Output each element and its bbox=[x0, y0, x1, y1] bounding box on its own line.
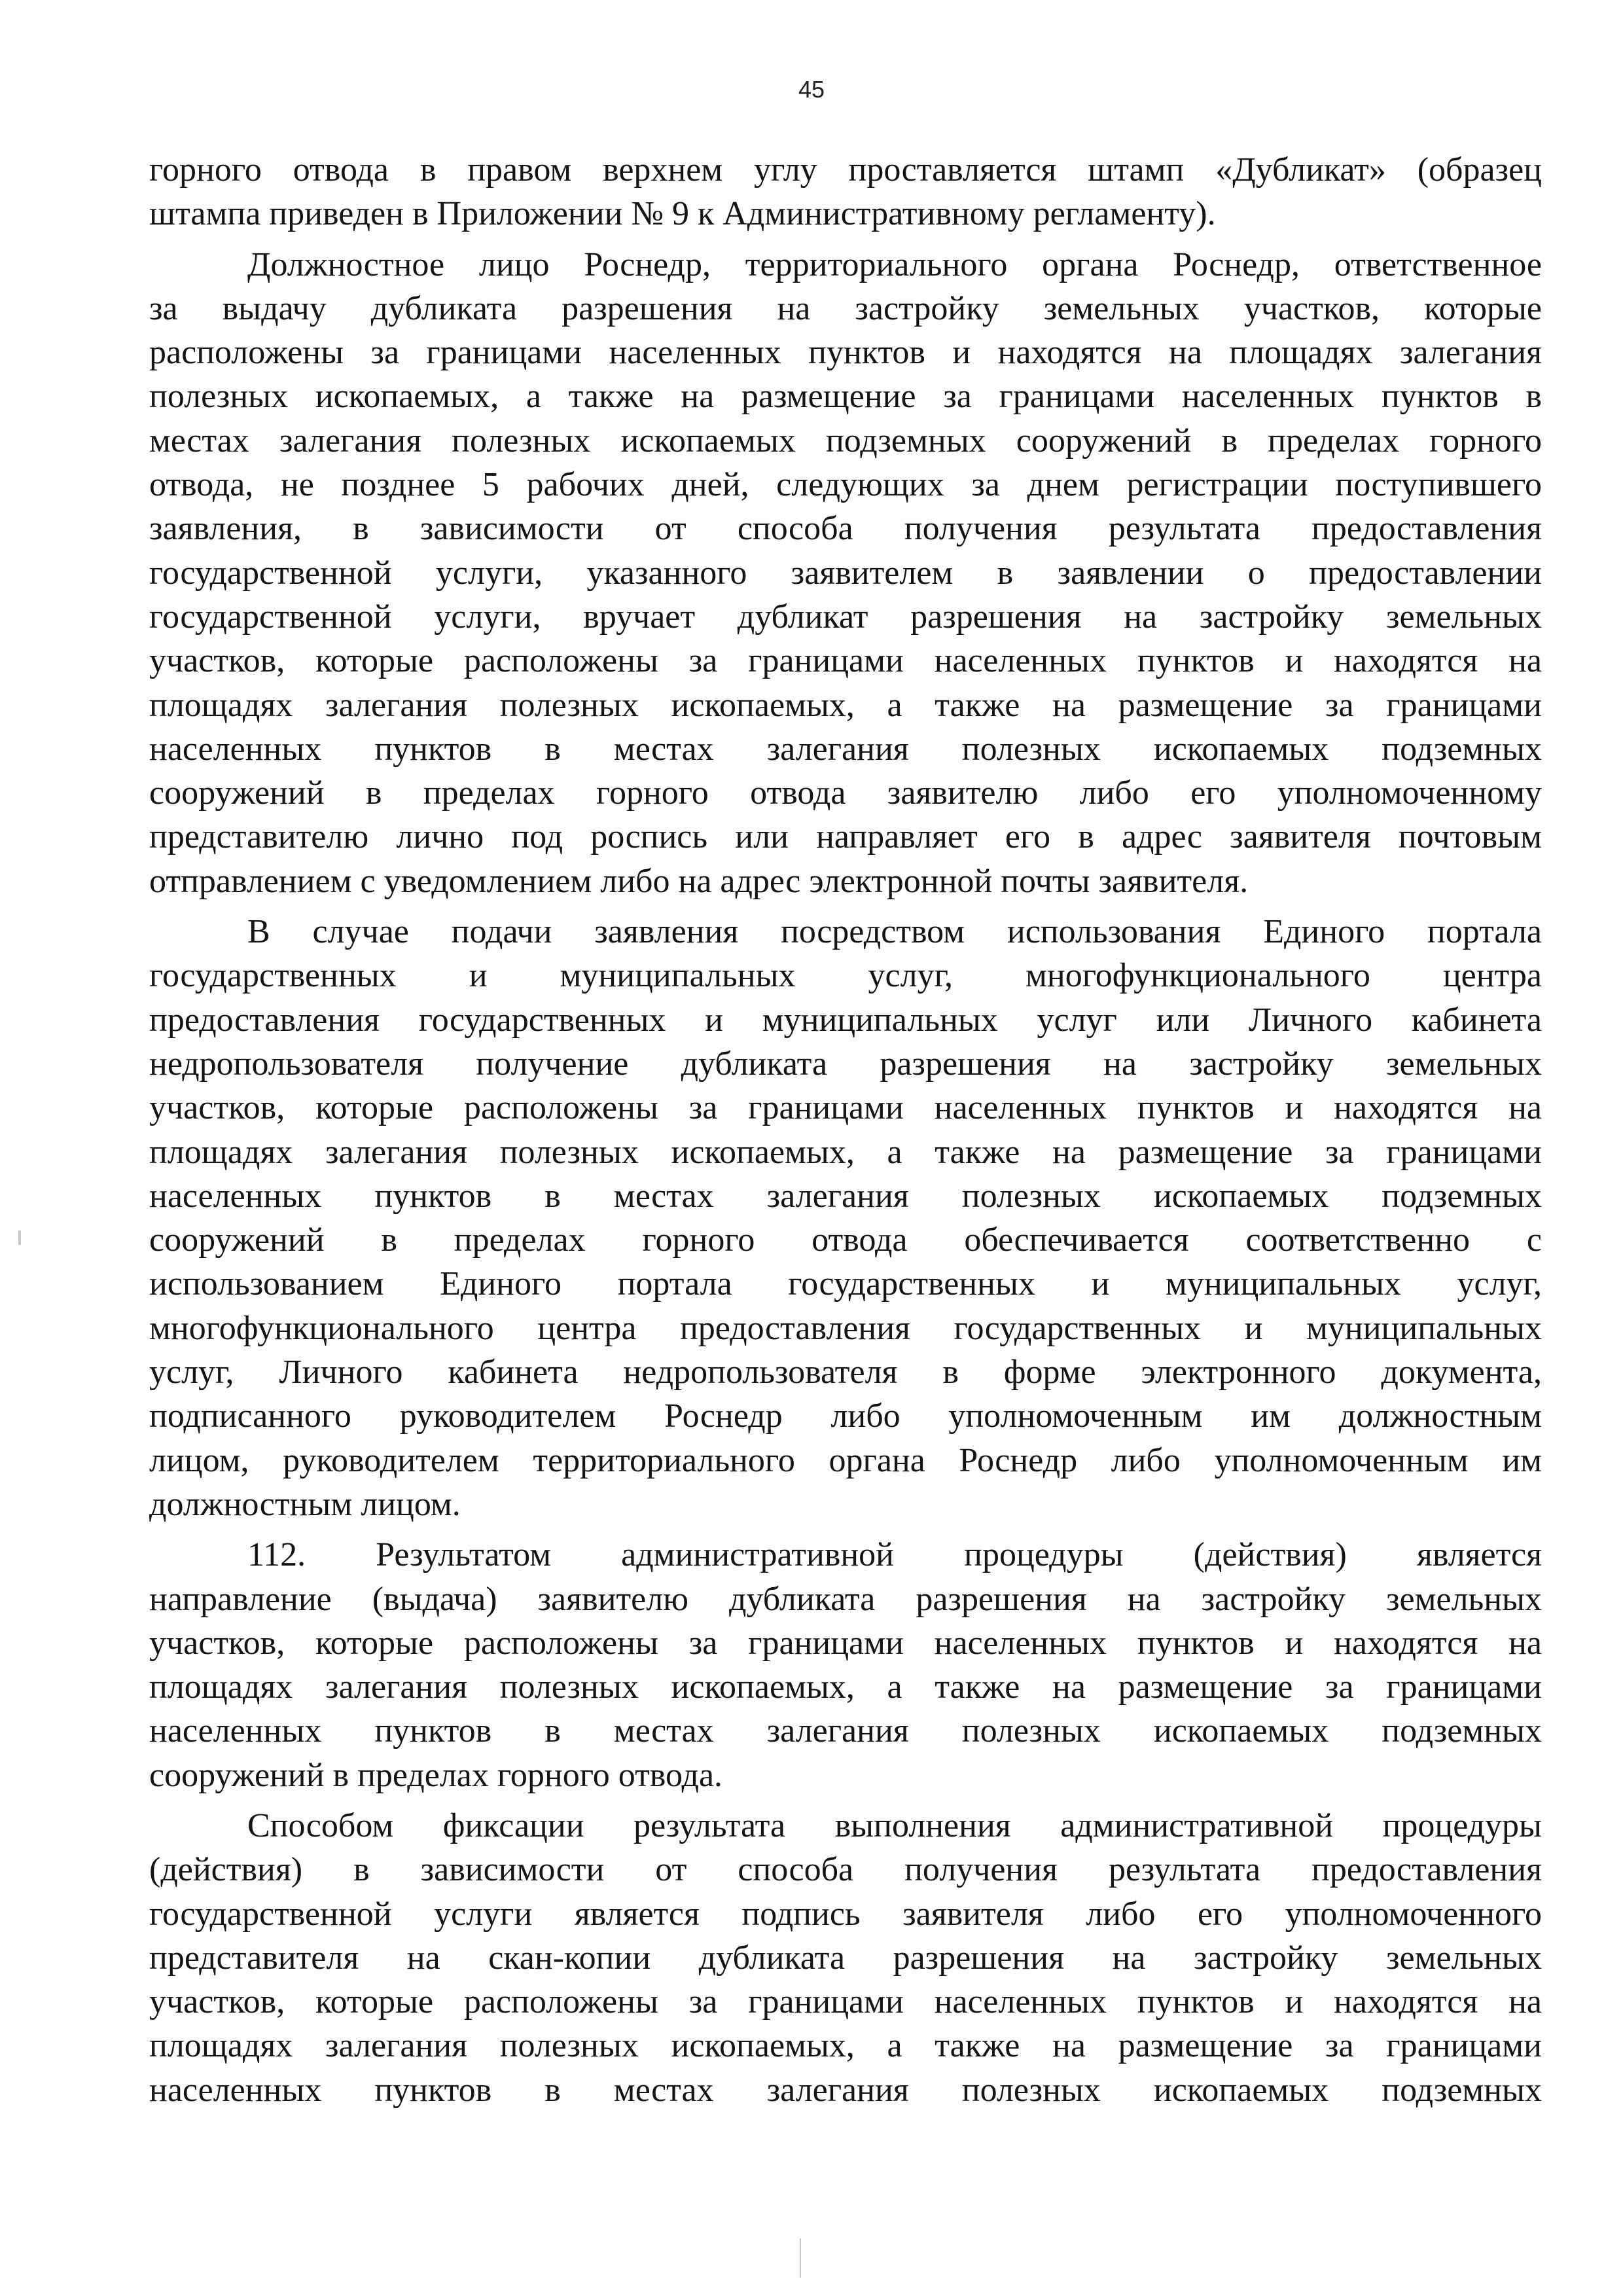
text-line: должностным лицом. bbox=[149, 1485, 461, 1523]
text-line: площадях залегания полезных ископаемых, а также на размещение за границами bbox=[149, 1133, 1542, 1171]
text-line: использованием Единого портала государственных и муниципальных услуг, bbox=[149, 1265, 1542, 1303]
text-line: полезных ископаемых, а также на размещение за границами населенных пунктов в bbox=[149, 378, 1542, 416]
text-line: населенных пунктов в местах залегания полезных ископаемых подземных bbox=[149, 2071, 1542, 2109]
text-line: предоставления государственных и муниципальных услуг или Личного кабинета bbox=[149, 1001, 1542, 1039]
paragraph bbox=[149, 243, 1542, 903]
paragraph bbox=[149, 1804, 1542, 2112]
text-line: сооружений в пределах горного отвода обеспечивается соответственно с bbox=[149, 1221, 1542, 1259]
text-line: горного отвода в правом верхнем углу проставляется штамп «Дубликат» (образец bbox=[149, 151, 1542, 188]
text-line: штампа приведен в Приложении № 9 к Административному регламенту). bbox=[149, 195, 1216, 233]
document-body bbox=[149, 148, 1542, 2112]
page-number: 45 bbox=[798, 76, 825, 103]
text-line: местах залегания полезных ископаемых подземных сооружений в пределах горного bbox=[149, 422, 1542, 459]
text-line: представителю лично под роспись или направляет его в адрес заявителя почтовым bbox=[149, 818, 1542, 856]
text-line: сооружений в пределах горного отвода. bbox=[149, 1756, 723, 1794]
text-line: (действия) в зависимости от способа получения результата предоставления bbox=[149, 1851, 1542, 1889]
text-line: представителя на скан-копии дубликата разрешения на застройку земельных bbox=[149, 1939, 1542, 1977]
text-line: участков, которые расположены за границами населенных пунктов и находятся на bbox=[149, 642, 1542, 680]
text-line: сооружений в пределах горного отвода заявителю либо его уполномоченному bbox=[149, 774, 1542, 812]
paragraph-spacer bbox=[149, 1797, 1542, 1804]
text-line: государственной услуги, вручает дубликат разрешения на застройку земельных bbox=[149, 598, 1542, 636]
text-line: расположены за границами населенных пунктов и находятся на площадях залегания bbox=[149, 334, 1542, 372]
text-line: Способом фиксации результата выполнения административной процедуры bbox=[247, 1806, 1542, 1844]
text-line: недропользователя получение дубликата разрешения на застройку земельных bbox=[149, 1045, 1542, 1083]
text-line: многофункционального центра предоставления государственных и муниципальных bbox=[149, 1309, 1542, 1347]
text-line: В случае подачи заявления посредством использования Единого портала bbox=[247, 913, 1542, 951]
paragraph-spacer bbox=[149, 1526, 1542, 1533]
text-line: государственной услуги, указанного заявителем в заявлении о предоставлении bbox=[149, 554, 1542, 592]
paragraph-spacer bbox=[149, 903, 1542, 910]
text-line: населенных пунктов в местах залегания полезных ископаемых подземных bbox=[149, 1712, 1542, 1750]
paragraph-spacer bbox=[149, 236, 1542, 243]
text-line: заявления, в зависимости от способа получения результата предоставления bbox=[149, 510, 1542, 548]
text-line: государственных и муниципальных услуг, многофункционального центра bbox=[149, 957, 1542, 995]
text-line: подписанного руководителем Роснедр либо уполномоченным им должностным bbox=[149, 1397, 1542, 1435]
text-line: населенных пунктов в местах залегания полезных ископаемых подземных bbox=[149, 1177, 1542, 1215]
scan-artifact-mark bbox=[800, 2238, 801, 2278]
scan-artifact-mark bbox=[18, 1230, 21, 1245]
text-line: участков, которые расположены за границами населенных пунктов и находятся на bbox=[149, 1983, 1542, 2021]
paragraph bbox=[149, 1533, 1542, 1797]
text-line: Должностное лицо Роснедр, территориального органа Роснедр, ответственное bbox=[247, 245, 1542, 283]
text-line: участков, которые расположены за границами населенных пунктов и находятся на bbox=[149, 1089, 1542, 1127]
text-line: отправлением с уведомлением либо на адрес электронной почты заявителя. bbox=[149, 862, 1249, 900]
text-line: участков, которые расположены за границами населенных пунктов и находятся на bbox=[149, 1624, 1542, 1662]
text-line: площадях залегания полезных ископаемых, а также на размещение за границами bbox=[149, 686, 1542, 724]
text-line: площадях залегания полезных ископаемых, а также на размещение за границами bbox=[149, 1668, 1542, 1706]
text-line: населенных пунктов в местах залегания полезных ископаемых подземных bbox=[149, 730, 1542, 768]
text-line: площадях залегания полезных ископаемых, а также на размещение за границами bbox=[149, 2027, 1542, 2065]
text-line: за выдачу дубликата разрешения на застройку земельных участков, которые bbox=[149, 289, 1542, 327]
text-line: услуг, Личного кабинета недропользователя в форме электронного документа, bbox=[149, 1354, 1542, 1391]
text-line: государственной услуги является подпись заявителя либо его уполномоченного bbox=[149, 1895, 1542, 1933]
text-line: отвода, не позднее 5 рабочих дней, следующих за днем регистрации поступившего bbox=[149, 466, 1542, 504]
text-line: лицом, руководителем территориального органа Роснедр либо уполномоченным им bbox=[149, 1441, 1542, 1479]
text-line: направление (выдача) заявителю дубликата разрешения на застройку земельных bbox=[149, 1580, 1542, 1618]
paragraph bbox=[149, 910, 1542, 1526]
paragraph bbox=[149, 148, 1542, 236]
text-line: 112. Результатом административной процедуры (действия) является bbox=[247, 1536, 1542, 1574]
